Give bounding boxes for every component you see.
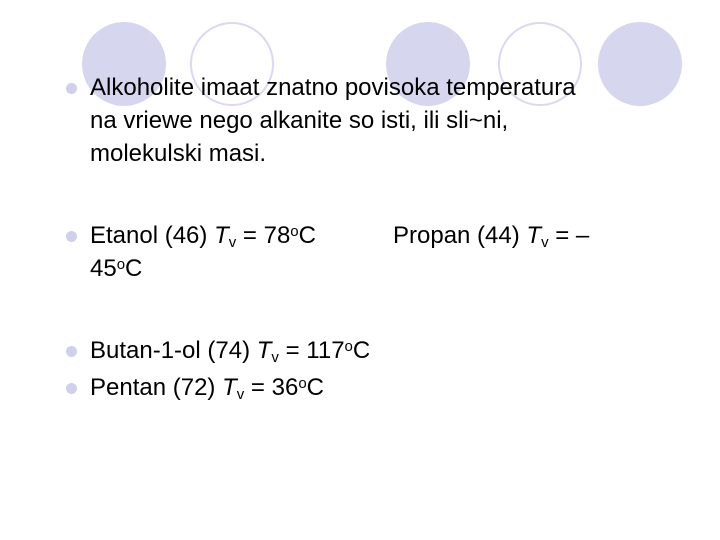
etanol-line	[90, 222, 316, 253]
degree-mark: o	[116, 256, 126, 273]
degree-mark: o	[344, 338, 353, 355]
pentan-line	[90, 374, 324, 405]
temp-unit: C	[352, 337, 371, 364]
compound-name: Etanol (46)	[90, 222, 215, 249]
temp-subscript: v	[541, 234, 549, 251]
butanol-line	[90, 337, 370, 368]
temp-subscript: v	[271, 349, 279, 366]
degree-mark: o	[290, 223, 299, 240]
text-line: na vriewe nego alkanite so isti, ili sli~ni,	[90, 107, 509, 134]
temp-value: = 36	[244, 374, 299, 401]
text-line: Alkoholite imaat znatno povisoka temperatura	[90, 74, 576, 101]
bullet-icon	[66, 383, 77, 394]
text-line: molekulski masi.	[90, 140, 267, 167]
temp-value: = 78	[236, 222, 291, 249]
temp-symbol: T	[256, 337, 272, 364]
bullet-icon	[66, 83, 77, 94]
temp-unit: C	[125, 255, 143, 282]
compound-name: Pentan (72)	[90, 374, 223, 401]
temp-subscript: v	[236, 386, 245, 403]
propan-continuation	[90, 255, 142, 286]
compound-name: Butan-1-ol (74)	[90, 337, 257, 364]
propan-line	[393, 222, 589, 253]
temp-subscript: v	[228, 234, 237, 251]
bullet-icon	[66, 346, 77, 357]
decor-circle-5	[598, 22, 682, 106]
temp-value: = –	[548, 222, 590, 249]
compound-name: Propan (44)	[393, 222, 527, 249]
temp-symbol: T	[222, 374, 237, 401]
temp-value: = 117	[278, 337, 345, 364]
temp-symbol: T	[526, 222, 542, 249]
temp-value: 45	[90, 255, 117, 282]
temp-unit: C	[306, 374, 324, 401]
temp-unit: C	[298, 222, 316, 249]
temp-symbol: T	[214, 222, 229, 249]
bullet-icon	[66, 231, 77, 242]
degree-mark: o	[298, 375, 307, 392]
